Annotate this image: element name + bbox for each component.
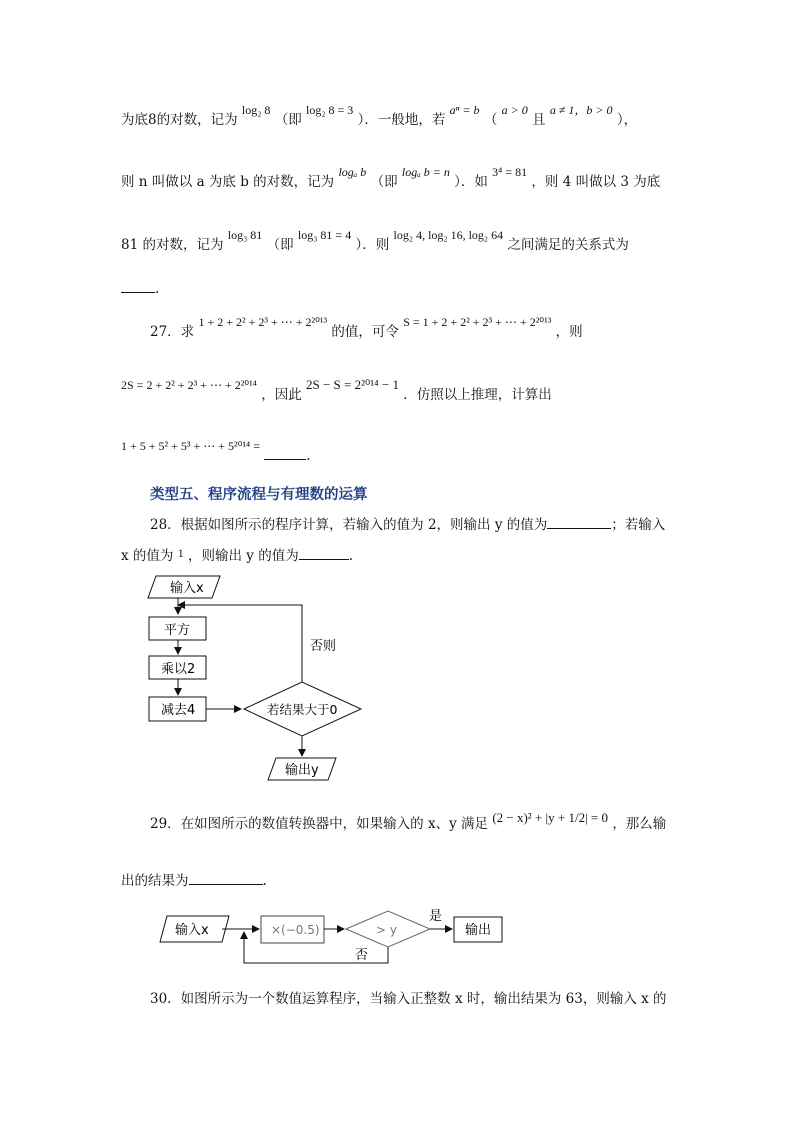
flow2-op-label: ×(−0.5) [271,923,320,937]
math-expr: 1 [177,546,184,560]
flow1-step2-label: 乘以2 [161,662,196,677]
flow1-step1-label: 平方 [164,623,191,638]
flow1-decision-label: 若结果大于0 [267,702,338,717]
text: 29．在如图所示的数值转换器中，如果输入的 x、y 满足 [150,816,489,832]
text: ，则 4 叫做以 3 为底 [531,174,661,190]
math-expr: 2S = 2 + 2² + 2³ + ⋯ + 2²⁰¹⁴ [121,378,257,392]
text: 之间满足的关系式为 [507,237,629,253]
math-expr: aⁿ = b [449,103,480,117]
math-expr: log₂ 8 = 3 [306,103,354,117]
section-heading: 类型五、程序流程与有理数的运算 [150,487,368,503]
text-line-12 [150,990,667,1008]
math-expr: log₃ 81 [227,228,263,242]
math-expr: 1 + 5 + 5² + 5³ + ⋯ + 5²⁰¹⁴ = [121,439,260,453]
text: ；若输入 [611,517,666,533]
text: ，则 [555,324,583,340]
text: x 的值为 [121,548,174,564]
text: 的值，可令 [331,324,399,340]
text: ）．则 [355,237,390,253]
flow2-decision-label: > y [376,923,397,937]
flow2-no-label: 否 [355,948,369,963]
text: . [262,873,267,889]
math-expr: 2S − S = 2²⁰¹⁴ − 1 [306,377,399,392]
math-expr: (2 − x)² + |y + 1/2| = 0 [492,810,609,825]
text: . [306,448,311,464]
flow1-output-label: 输出y [285,763,319,778]
text: ，则输出 y 的值为 [188,548,299,564]
text: ，那么输 [612,816,667,832]
text: ．仿照以上推理，计算出 [403,387,552,403]
text: . [155,281,160,297]
flow2-yes-label: 是 [429,909,443,924]
text: ，因此 [261,387,302,403]
math-expr: logₐ b [338,165,367,179]
text: （即 [274,112,302,128]
math-expr: S = 1 + 2 + 2² + 2³ + ⋯ + 2²⁰¹³ [403,315,552,329]
text: ）．一般地，若 [357,112,446,128]
text: . [348,548,354,564]
math-expr: a > 0 [501,103,528,117]
text: 则 n 叫做以 a 为底 b 的对数，记为 [121,174,335,190]
math-expr: log₂ 4, log₂ 16, log₂ 64 [393,228,504,242]
text: 30．如图所示为一个数值运算程序，当输入正整数 x 时，输出结果为 63，则输入 x 的 [150,991,667,1007]
text: （即 [370,174,398,190]
text: 为底8的对数，记为 [121,112,238,128]
text: ）， [616,112,638,128]
math-expr: log₂ 8 [241,103,271,117]
text: 27．求 [150,324,195,340]
math-expr: 3⁴ = 81 [492,165,528,179]
math-expr: 1 + 2 + 2² + 2³ + ⋯ + 2²⁰¹³ [198,315,328,329]
text: （ [483,112,498,128]
flow1-step3-label: 减去4 [161,703,196,718]
math-expr: logₐ b = n [401,165,450,179]
text: ）．如 [454,174,488,190]
flow2-input-label: 输入x [175,923,209,938]
text: 出的结果为 [121,873,189,889]
flow1-input-label: 输入x [170,581,204,596]
math-expr: log₃ 81 = 4 [297,228,352,242]
flow1-no-label: 否则 [310,639,337,654]
text: 81 的对数，记为 [121,237,224,253]
math-expr: a ≠ 1，b > 0 [549,103,613,117]
text: 28．根据如图所示的程序计算，若输入的值为 2，则输出 y 的值为 [150,517,548,533]
flow2-output-label: 输出 [465,923,492,938]
text: （即 [266,237,294,253]
text: 且 [532,112,546,128]
